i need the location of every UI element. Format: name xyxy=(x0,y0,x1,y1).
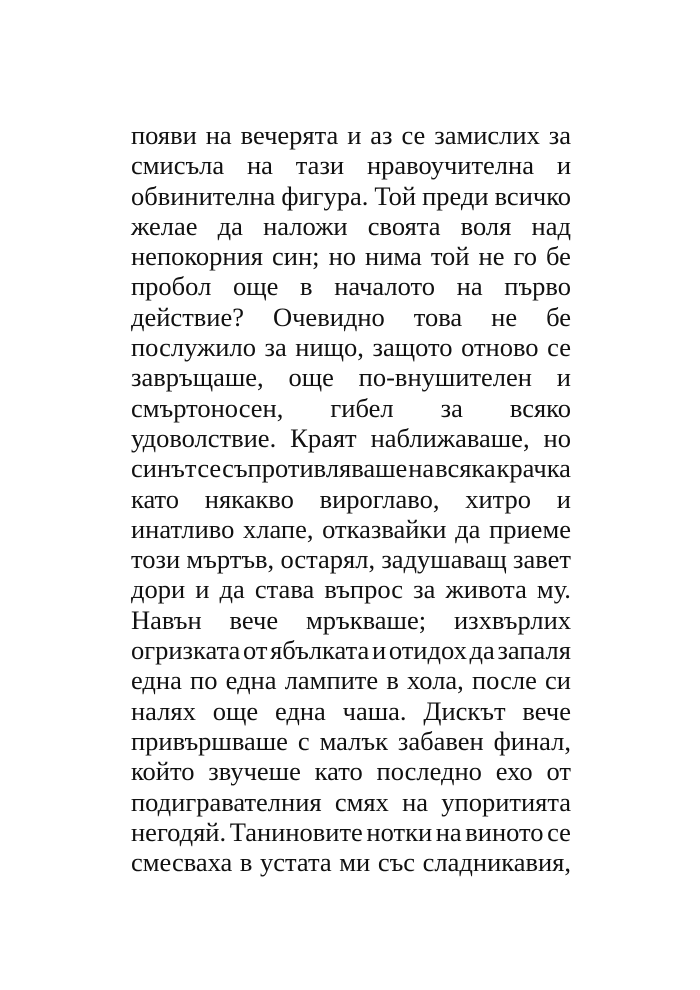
word: той xyxy=(430,241,470,272)
word: ябълката xyxy=(270,635,370,666)
word: Навън xyxy=(131,604,202,635)
word: да xyxy=(455,513,481,544)
word: за xyxy=(413,574,436,605)
word: инатливо xyxy=(131,513,235,544)
word: своята xyxy=(367,210,441,241)
word: една xyxy=(225,665,277,696)
word: и xyxy=(556,362,571,393)
word: наложи xyxy=(263,210,348,241)
word: съпротивляваше xyxy=(222,453,408,484)
word: става xyxy=(254,574,315,605)
word: и xyxy=(347,120,362,150)
word: по-внушителен xyxy=(358,362,532,393)
text-line xyxy=(131,423,571,453)
word: приеме xyxy=(489,513,571,544)
word: някакво xyxy=(204,483,294,514)
word: в xyxy=(239,847,253,878)
word: този xyxy=(131,544,181,575)
word: над xyxy=(531,210,571,241)
word: синът xyxy=(131,453,197,484)
word: вироглаво, xyxy=(319,483,440,514)
text-line xyxy=(131,514,571,544)
word: хола, xyxy=(407,665,464,696)
word: се xyxy=(547,332,571,363)
word: привършваше xyxy=(131,725,288,756)
word: Той xyxy=(374,180,417,211)
word: пробол xyxy=(131,271,212,302)
word: непокорния xyxy=(131,241,263,272)
word: смях xyxy=(334,786,389,817)
word: крачка xyxy=(496,453,571,484)
word: да xyxy=(469,635,495,666)
word: въпрос xyxy=(324,574,404,605)
word: в xyxy=(300,271,313,302)
word: защото xyxy=(372,332,453,363)
word: се xyxy=(197,453,222,484)
word: ехо xyxy=(495,756,533,787)
word: вече xyxy=(229,604,279,635)
word: мръкваше; xyxy=(306,604,427,635)
word: малък xyxy=(319,725,388,756)
word: и xyxy=(371,635,387,666)
body-text xyxy=(131,120,571,877)
text-line xyxy=(131,574,571,604)
word: всяка xyxy=(435,453,496,484)
word: лампите xyxy=(284,665,379,696)
word: и xyxy=(556,483,571,514)
word: за xyxy=(264,332,287,363)
word: преди xyxy=(422,180,489,211)
word: бе xyxy=(546,301,571,332)
word: не xyxy=(491,301,518,332)
word: негодяй. xyxy=(131,816,227,847)
word: и xyxy=(556,150,571,181)
word: който xyxy=(131,756,195,787)
word: дори xyxy=(131,574,186,605)
text-line xyxy=(131,605,571,635)
word: Таниновите xyxy=(229,816,363,847)
text-line xyxy=(131,211,571,241)
word: завет xyxy=(513,544,571,575)
text-line xyxy=(131,544,571,574)
word: с xyxy=(297,725,310,756)
word: всяко xyxy=(509,392,571,423)
text-line xyxy=(131,484,571,514)
word: забавен xyxy=(397,725,484,756)
word: виното xyxy=(465,816,544,847)
word: задушаващ xyxy=(381,544,507,575)
word: се xyxy=(401,120,426,150)
word: нищо, xyxy=(295,332,364,363)
word: вече xyxy=(522,695,571,726)
word: смъртоносен, xyxy=(131,392,284,423)
word: отново xyxy=(461,332,539,363)
word: аз xyxy=(370,120,393,150)
word: нравоучителна xyxy=(366,150,534,181)
text-line xyxy=(131,817,571,847)
word: удоволствие. xyxy=(131,422,277,453)
word: сладникавия, xyxy=(422,847,571,878)
word: за xyxy=(440,392,463,423)
word: после xyxy=(472,665,537,696)
word: на xyxy=(247,150,273,181)
text-line xyxy=(131,847,571,877)
word: огризката xyxy=(131,635,241,666)
word: една xyxy=(274,695,326,726)
word: на xyxy=(435,816,462,847)
word: смисъла xyxy=(131,150,225,181)
word: подигравателния xyxy=(131,786,322,817)
word: и xyxy=(195,574,210,605)
text-line xyxy=(131,665,571,695)
word: налях xyxy=(131,695,196,726)
word: да xyxy=(219,574,245,605)
word: мъртъв, xyxy=(186,544,275,575)
word: живота xyxy=(445,574,527,605)
word: си xyxy=(545,665,571,696)
word: му. xyxy=(536,574,571,605)
word: гибел xyxy=(330,392,394,423)
word: се xyxy=(547,816,571,847)
word: началото xyxy=(334,271,436,302)
word: но xyxy=(543,422,571,453)
word: послужило xyxy=(131,332,256,363)
text-line xyxy=(131,453,571,483)
text-line xyxy=(131,120,571,150)
word: Краят xyxy=(290,422,357,453)
word: смесваха xyxy=(131,847,233,878)
word: устата xyxy=(260,847,332,878)
word: на xyxy=(456,271,483,302)
word: първо xyxy=(504,271,571,302)
word: не xyxy=(478,241,505,272)
word: бе xyxy=(546,241,571,272)
text-line xyxy=(131,726,571,756)
text-line xyxy=(131,696,571,726)
word: ми xyxy=(339,847,371,878)
word: финал, xyxy=(493,725,571,756)
word: появи xyxy=(131,120,197,150)
text-line xyxy=(131,332,571,362)
word: воля xyxy=(460,210,512,241)
word: Очевидно xyxy=(272,301,385,332)
word: остарял, xyxy=(280,544,376,575)
word: отидох xyxy=(388,635,467,666)
text-line xyxy=(131,150,571,180)
word: още xyxy=(288,362,334,393)
word: да xyxy=(217,210,243,241)
word: една xyxy=(131,665,182,696)
word: със xyxy=(377,847,416,878)
word: Дискът xyxy=(423,695,506,726)
word: още xyxy=(212,695,259,726)
word: запаля xyxy=(497,635,571,666)
word: замислих xyxy=(434,120,540,150)
word: упоритията xyxy=(441,786,571,817)
text-line xyxy=(131,635,571,665)
word: за xyxy=(548,120,571,150)
word: отказвайки xyxy=(322,513,447,544)
word: на xyxy=(205,120,232,150)
word: желае xyxy=(131,210,198,241)
word: последно xyxy=(376,756,482,787)
word: звучеше xyxy=(208,756,301,787)
word: като xyxy=(314,756,363,787)
word: тази xyxy=(295,150,345,181)
word: от xyxy=(546,756,571,787)
text-line xyxy=(131,271,571,301)
word: нима xyxy=(365,241,422,272)
word: наближаваше, xyxy=(370,422,530,453)
word: в xyxy=(386,665,399,696)
word: син; xyxy=(272,241,320,272)
text-line xyxy=(131,181,571,211)
text-line xyxy=(131,362,571,392)
word: но xyxy=(328,241,356,272)
word: като xyxy=(131,483,180,514)
word: го xyxy=(513,241,537,272)
word: всичко xyxy=(494,180,571,211)
word: фигура. xyxy=(281,180,369,211)
word: хлапе, xyxy=(243,513,314,544)
word: действие? xyxy=(131,301,244,332)
word: още xyxy=(232,271,279,302)
word: обвинителна xyxy=(131,180,276,211)
word: изхвърлих xyxy=(453,604,571,635)
word: на xyxy=(402,786,429,817)
word: това xyxy=(413,301,463,332)
word: по xyxy=(190,665,218,696)
word: нотки xyxy=(366,816,433,847)
text-line xyxy=(131,787,571,817)
word: хитро xyxy=(465,483,532,514)
word: от xyxy=(242,635,268,666)
word: на xyxy=(408,453,435,484)
word: чаша. xyxy=(342,695,407,726)
word: вечерята xyxy=(240,120,339,150)
text-line xyxy=(131,302,571,332)
word: завръщаше, xyxy=(131,362,264,393)
text-line xyxy=(131,393,571,423)
text-line xyxy=(131,241,571,271)
text-line xyxy=(131,756,571,786)
